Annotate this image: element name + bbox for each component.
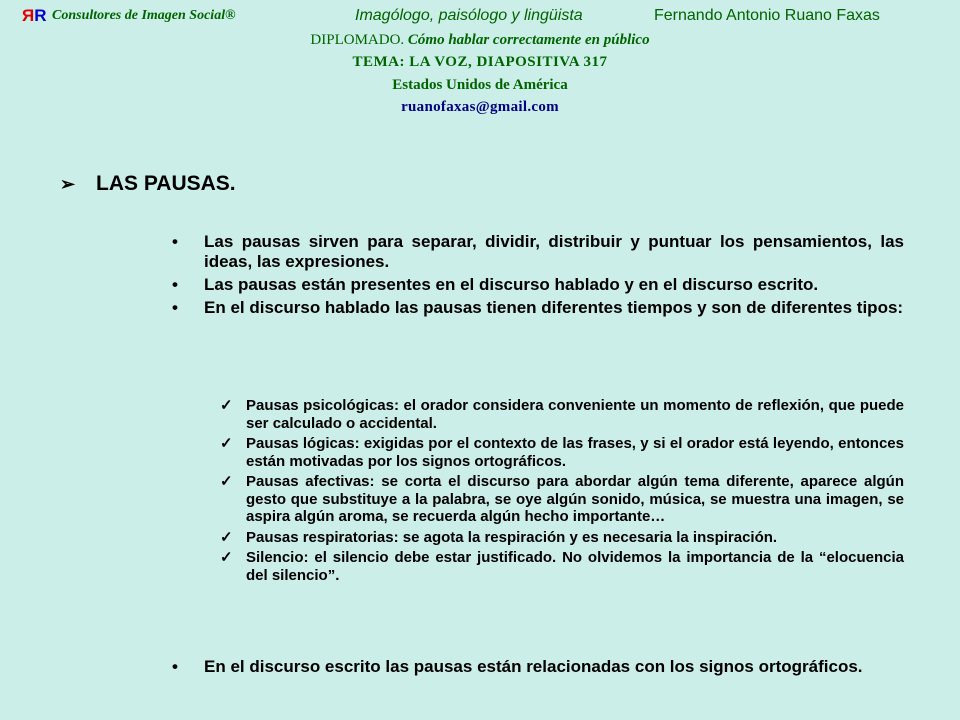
course-line bbox=[0, 32, 960, 49]
list-item-text: Pausas lógicas: exigidas por el contexto de las frases, y si el orador está leyendo, entonces están motivadas por los signos ortográficos. bbox=[246, 435, 904, 470]
main-bullet-list bbox=[172, 232, 904, 321]
country-line: Estados Unidos de América bbox=[392, 77, 568, 93]
list-item-text: En el discurso escrito las pausas están relacionadas con los signos ortográficos. bbox=[204, 657, 863, 676]
list-item-text: Pausas respiratorias: se agota la respiración y es necesaria la inspiración. bbox=[246, 528, 778, 546]
checkmark-icon: ✓ bbox=[220, 528, 233, 546]
bullet-icon: • bbox=[172, 275, 178, 294]
section-title bbox=[60, 172, 236, 196]
diplomado-label: DIPLOMADO. bbox=[310, 32, 405, 48]
list-item bbox=[172, 275, 904, 295]
checkmark-icon: ✓ bbox=[220, 549, 233, 566]
checkmark-icon: ✓ bbox=[220, 397, 233, 414]
list-item bbox=[220, 549, 904, 584]
course-title: Cómo hablar correctamente en público bbox=[407, 32, 650, 48]
logo-letter-mirrored-r: Я bbox=[22, 6, 35, 25]
header-bar bbox=[22, 6, 942, 28]
list-item bbox=[172, 657, 904, 677]
list-item-text: Pausas afectivas: se corta el discurso para abordar algún tema diferente, aparece algún gesto que substituye a la palabra, se oye algún sonido, música, se muestra una imagen, se aspira algún aroma, se recuerda algún hecho importante… bbox=[246, 473, 904, 525]
author-name: Fernando Antonio Ruano Faxas bbox=[654, 7, 880, 24]
list-item bbox=[220, 435, 904, 470]
company-name: Consultores de Imagen Social® bbox=[52, 8, 236, 23]
list-item-text: Las pausas sirven para separar, dividir, distribuir y puntuar los pensamientos, las ideas, las expresiones. bbox=[204, 232, 904, 271]
list-item-text: En el discurso hablado las pausas tienen diferentes tiempos y son de diferentes tipos: bbox=[204, 298, 904, 317]
topic-line: TEMA: LA VOZ, DIAPOSITIVA 317 bbox=[352, 54, 608, 70]
list-item bbox=[220, 397, 904, 432]
list-item-text: Pausas psicológicas: el orador considera conveniente un momento de reflexión, que puede ser calculado o accidental. bbox=[246, 397, 904, 432]
list-item-text: Las pausas están presentes en el discurso hablado y en el discurso escrito. bbox=[204, 275, 819, 294]
author-roles: Imagólogo, paisólogo y lingüista bbox=[355, 7, 583, 24]
final-bullet-list bbox=[172, 657, 904, 680]
list-item bbox=[172, 298, 904, 318]
bullet-icon: • bbox=[172, 298, 178, 317]
list-item bbox=[220, 473, 904, 526]
email-link[interactable]: ruanofaxas@gmail.com bbox=[401, 99, 559, 115]
list-item bbox=[172, 232, 904, 272]
logo-letter-r: R bbox=[34, 6, 47, 25]
checkmark-icon: ✓ bbox=[220, 473, 233, 490]
arrow-bullet-icon: ➢ bbox=[60, 174, 76, 194]
pause-types-list bbox=[220, 397, 904, 587]
list-item-text: Silencio: el silencio debe estar justificado. No olvidemos la importancia de la “elocuencia del silencio”. bbox=[246, 549, 904, 584]
bullet-icon: • bbox=[172, 232, 178, 251]
bullet-icon: • bbox=[172, 657, 178, 676]
logo bbox=[22, 6, 47, 26]
list-item bbox=[220, 529, 904, 547]
checkmark-icon: ✓ bbox=[220, 435, 233, 452]
section-title-text: LAS PAUSAS. bbox=[96, 172, 236, 195]
